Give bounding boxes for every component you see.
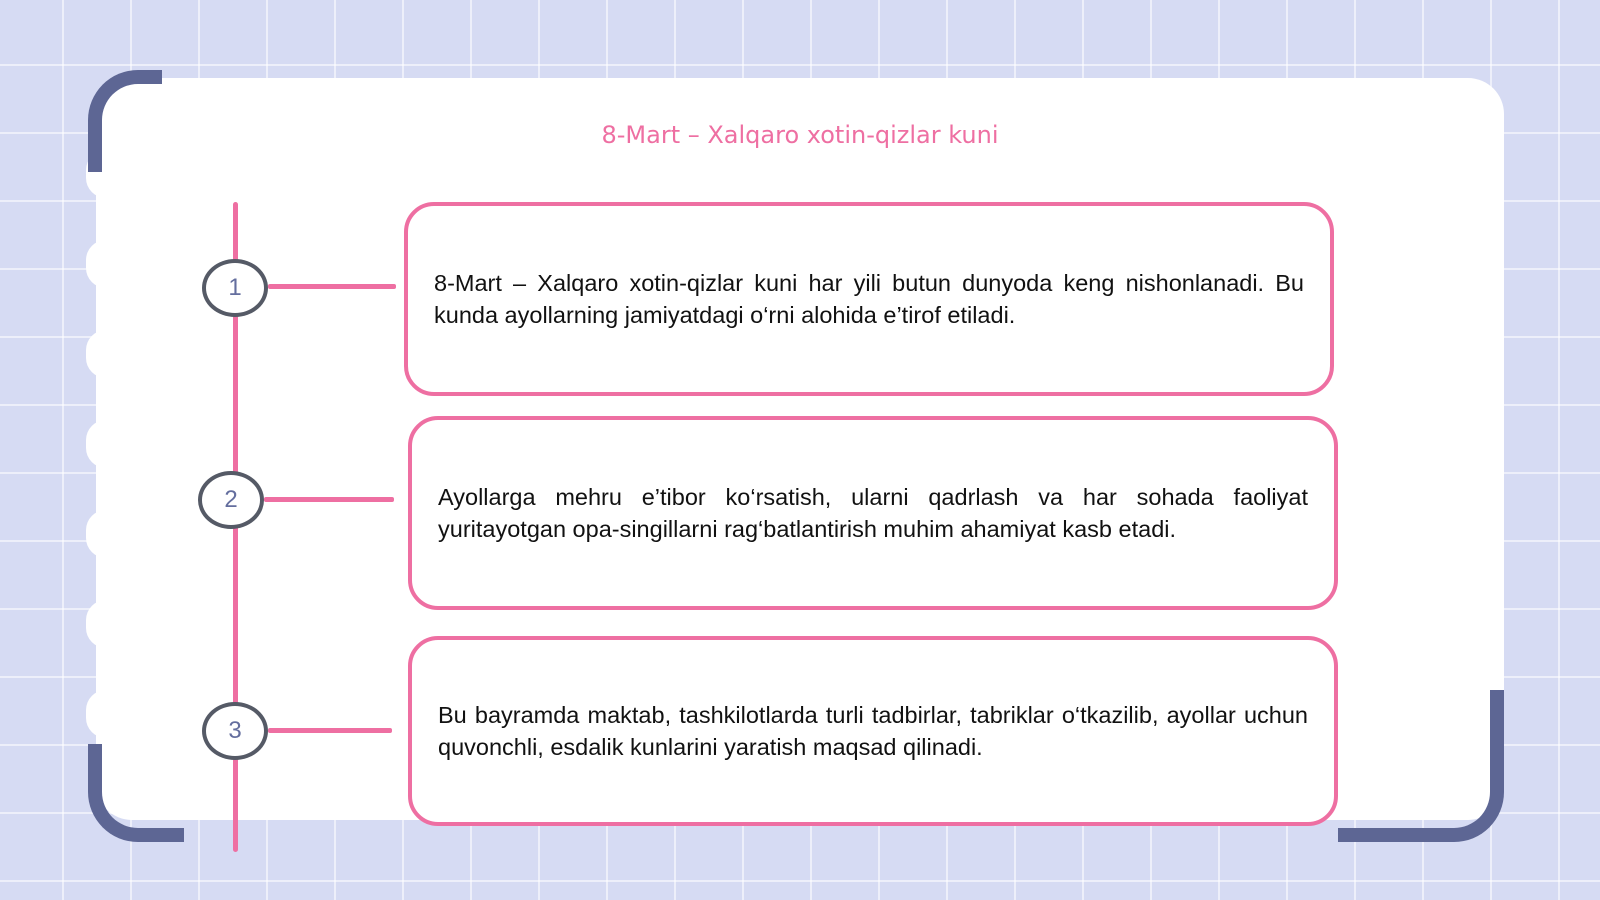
timeline-connector-2 xyxy=(264,497,394,502)
timeline-connector-1 xyxy=(268,284,396,289)
paper-notch xyxy=(86,510,126,558)
timeline-marker-2: 2 xyxy=(198,471,264,529)
paper-notch xyxy=(86,330,126,378)
paper-notch xyxy=(86,600,126,648)
info-card-text: Ayollarga mehru e’tibor ko‘rsatish, ularni qadrlash va har sohada faoliyat yuritayotgan opa-singillarni rag‘batlantirish muhim ahamiyat kasb etadi. xyxy=(438,484,1308,542)
paper-notch xyxy=(86,240,126,288)
info-card-text: 8-Mart – Xalqaro xotin-qizlar kuni har yili butun dunyoda keng nishonlanadi. Bu kunda ayollarning jamiyatdagi o‘rni alohida e’tirof etiladi. xyxy=(434,270,1304,328)
info-card-1 xyxy=(404,202,1334,396)
corner-bracket-bottom-right xyxy=(1338,690,1504,842)
corner-bracket-top-left xyxy=(88,70,162,172)
corner-bracket-bottom-left xyxy=(88,744,184,842)
timeline-connector-3 xyxy=(268,728,392,733)
info-card-2 xyxy=(408,416,1338,610)
info-card-3 xyxy=(408,636,1338,826)
slide-title: 8-Mart – Xalqaro xotin-qizlar kuni xyxy=(601,121,999,149)
timeline-marker-1: 1 xyxy=(202,259,268,317)
paper-notch xyxy=(86,420,126,468)
paper-notch xyxy=(86,690,126,738)
info-card-text: Bu bayramda maktab, tashkilotlarda turli tadbirlar, tabriklar o‘tkazilib, ayollar uchun quvonchli, esdalik kunlarini yaratish maqsad qilinadi. xyxy=(438,702,1308,760)
timeline-marker-3: 3 xyxy=(202,702,268,760)
